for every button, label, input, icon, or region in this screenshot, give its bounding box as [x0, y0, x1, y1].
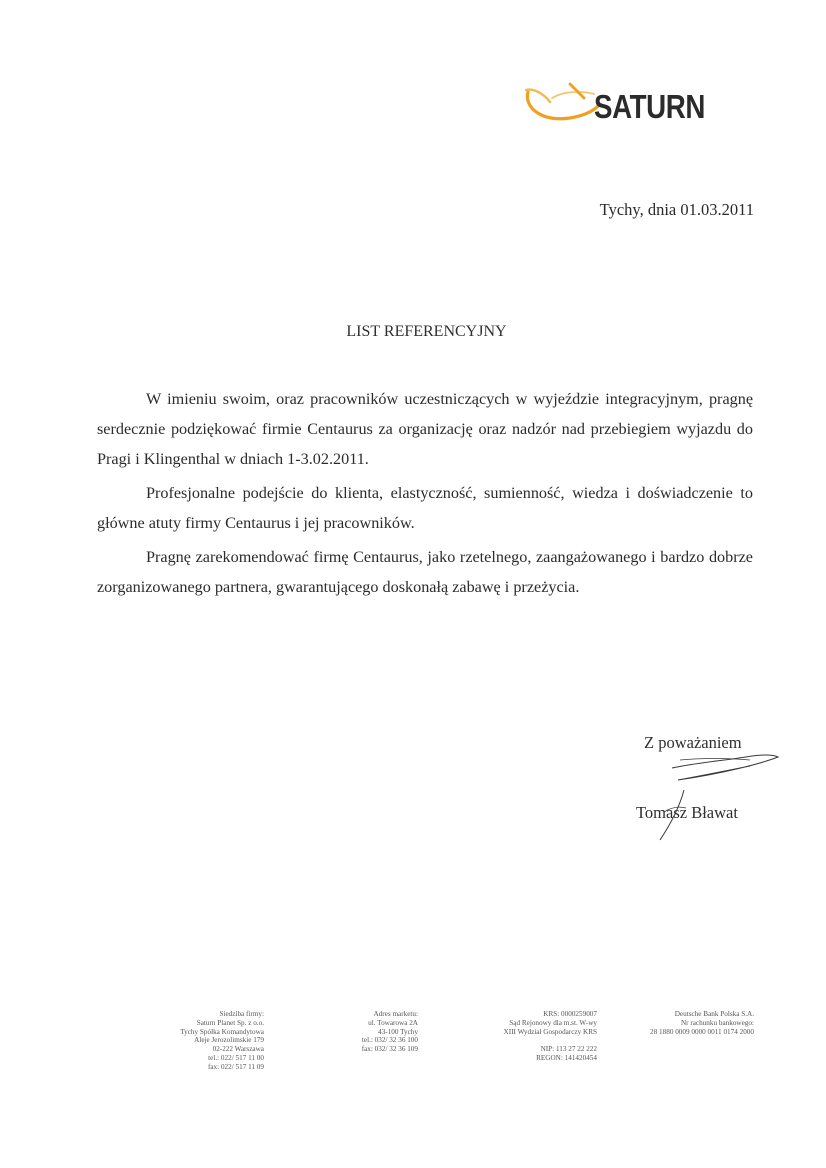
footer-line: Adres marketu: — [373, 1010, 418, 1018]
footer-line: Aleje Jerozolimskie 179 — [194, 1036, 264, 1045]
footer-line: fax: 032/ 32 36 109 — [361, 1045, 418, 1054]
footer-line: 02-222 Warszawa — [212, 1045, 264, 1054]
letter-body — [97, 384, 753, 606]
footer-line: 43-100 Tychy — [378, 1027, 418, 1036]
logo-wordmark: SATURN — [594, 88, 705, 125]
letter-date: Tychy, dnia 01.03.2011 — [599, 200, 754, 219]
footer-line: tel.: 032/ 32 36 100 — [361, 1036, 418, 1045]
footer-line: 28 1880 0009 0000 0011 0174 2000 — [650, 1027, 754, 1036]
footer-line: Saturn Planet Sp. z o.o. — [196, 1018, 264, 1027]
footer-line: KRS: 0000259007 — [543, 1010, 597, 1018]
footer-line: Deutsche Bank Polska S.A. — [674, 1010, 754, 1018]
footer-line: fax: 022/ 517 11 09 — [207, 1062, 264, 1071]
footer-line: tel.: 022/ 517 11 00 — [208, 1053, 264, 1062]
footer-company-address — [180, 1010, 264, 1072]
footer-market-address — [362, 1010, 418, 1054]
paragraph-1: W imieniu swoim, oraz pracowników uczestniczących w wyjeździe integracyjnym, pragnę serdecznie podziękować firmie Centaurus za organizację oraz nadzór nad przebiegiem wyjazdu do Pragi i Klingenthal w dniach 1-3.02.2011. — [97, 390, 753, 468]
saturn-swoosh-icon — [522, 82, 602, 132]
paragraph-2: Profesjonalne podejście do klienta, elastyczność, sumienność, wiedza i doświadczenie to główne atuty firmy Centaurus i jej pracowników. — [97, 484, 753, 532]
footer-bank — [650, 1010, 754, 1036]
footer-line: Sąd Rejonowy dla m.st. W-wy — [509, 1018, 597, 1027]
footer-line: REGON: 141420454 — [536, 1053, 597, 1062]
paragraph-3: Pragnę zarekomendować firmę Centaurus, jako rzetelnego, zaangażowanego i bardzo dobrze zorganizowanego partnera, gwarantującego doskonałą zabawę i przeżycia. — [97, 548, 753, 596]
closing-phrase: Z poważaniem — [644, 733, 742, 752]
footer-line: NIP: 113 27 22 222 — [540, 1045, 597, 1054]
signer-name: Tomasz Bławat — [636, 803, 738, 822]
footer-line: Tychy Spółka Komandytowa — [180, 1027, 264, 1036]
footer-line: Siedziba firmy: — [219, 1010, 264, 1018]
footer-line: ul. Towarowa 2A — [368, 1018, 418, 1027]
footer-registration — [504, 1010, 597, 1063]
footer-line: XIII Wydział Gospodarczy KRS — [503, 1027, 597, 1036]
footer-line: Nr rachunku bankowego: — [680, 1018, 754, 1027]
letter-footer — [0, 1010, 826, 1090]
saturn-logo — [522, 82, 732, 132]
letter-title: LIST REFERENCYJNY — [346, 323, 507, 340]
